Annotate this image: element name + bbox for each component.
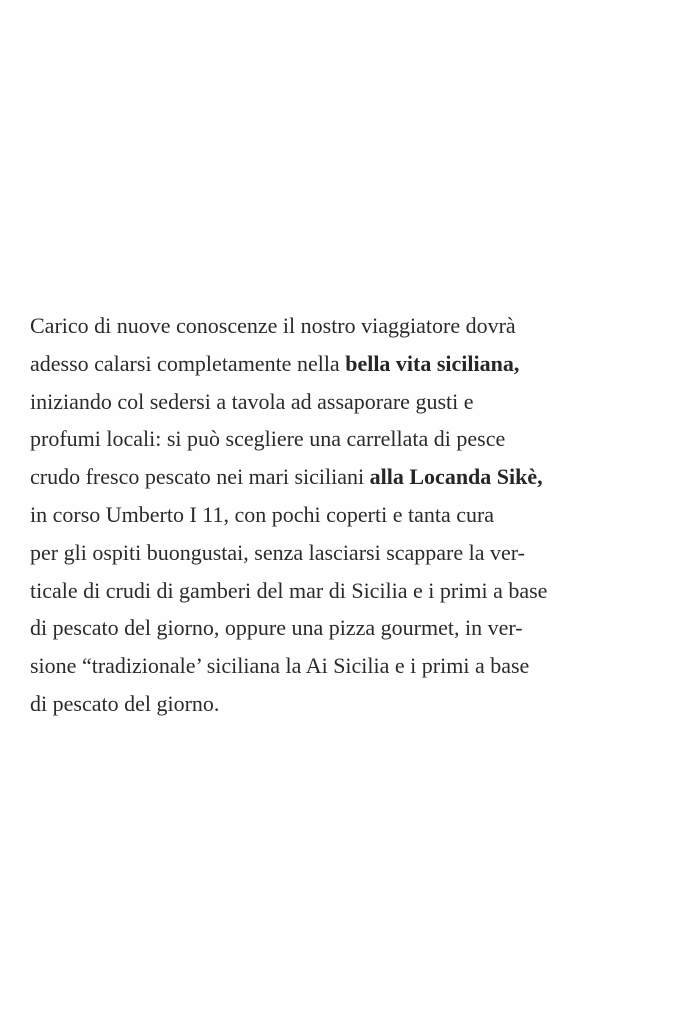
text-line <box>30 534 660 572</box>
line-text: adesso calarsi completamente nella <box>30 350 346 376</box>
bold-phrase: bella vita siciliana, <box>345 350 520 376</box>
text-line <box>30 685 660 723</box>
line-text: di pescato del giorno. <box>30 690 220 716</box>
text-line <box>30 609 660 647</box>
text-line <box>30 383 660 421</box>
text-line <box>30 458 660 496</box>
line-text: Carico di nuove conoscenze il nostro viaggiatore dovrà <box>30 313 516 338</box>
line-text: di pescato del giorno, oppure una pizza gourmet, in ver- <box>30 615 523 641</box>
bold-phrase: alla Locanda Sikè, <box>369 464 543 490</box>
line-text: ticale di crudi di gamberi del mar di Sicilia e i primi a base <box>30 577 548 603</box>
text-line <box>30 647 660 685</box>
text-line <box>30 307 660 345</box>
line-text: sione “tradizionale’ siciliana la Ai Sicilia e i primi a base <box>30 653 530 679</box>
article-paragraph <box>30 307 660 723</box>
line-text: per gli ospiti buongustai, senza lasciarsi scappare la ver- <box>30 539 525 565</box>
text-line <box>30 420 660 458</box>
line-text: in corso Umberto I 11, con pochi coperti e tanta cura <box>30 501 495 527</box>
text-line <box>30 572 660 610</box>
text-line <box>30 345 660 383</box>
line-text: profumi locali: si può scegliere una carrellata di pesce <box>30 426 506 452</box>
line-text: iniziando col sedersi a tavola ad assaporare gusti e <box>30 388 474 414</box>
text-line <box>30 496 660 534</box>
line-text: crudo fresco pescato nei mari siciliani <box>30 464 370 490</box>
